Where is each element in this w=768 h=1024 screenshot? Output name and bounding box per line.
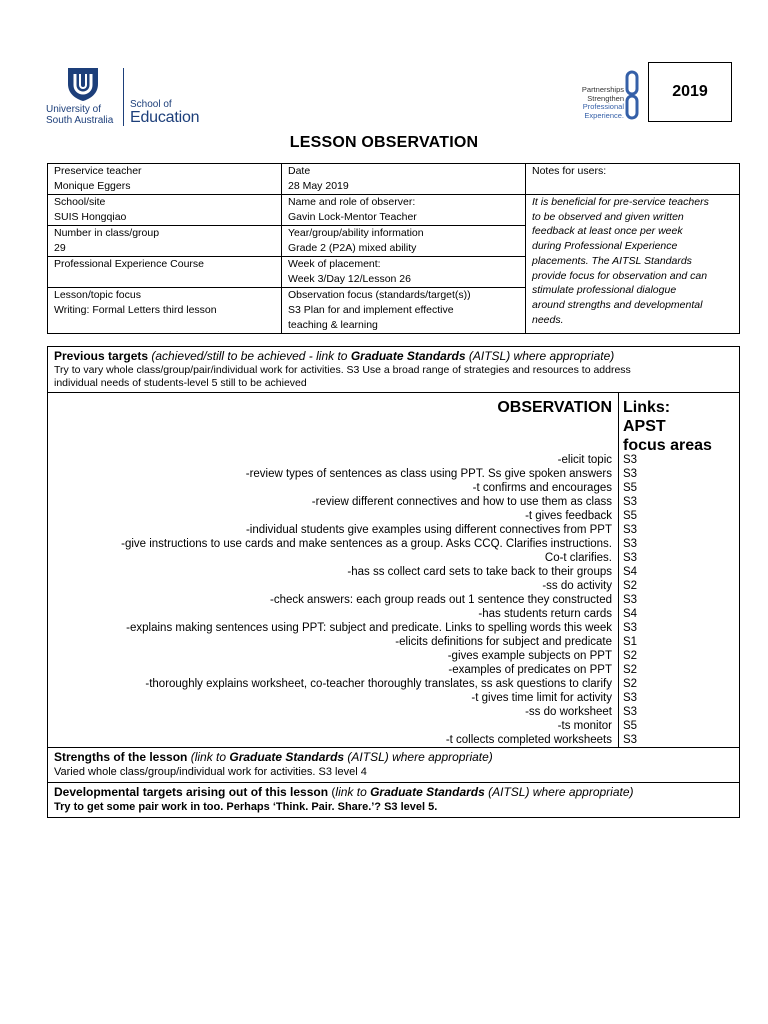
developmental-targets-heading: Developmental targets arising out of this lesson (link to Graduate Standards (AITSL) where appropriate) xyxy=(54,785,634,799)
field-label: Professional Experience Course xyxy=(54,258,204,270)
observer-cell xyxy=(282,195,526,226)
link-item: S3 xyxy=(623,552,638,564)
preservice-teacher-cell xyxy=(48,164,282,195)
partnership-logo-text: Partnerships Strengthen Professional Experience. xyxy=(581,85,624,120)
field-label: Date xyxy=(288,165,311,177)
education-label: Education xyxy=(130,109,200,126)
link-item: S3 xyxy=(623,692,638,704)
link-item: S5 xyxy=(623,482,638,494)
observation-item: -give instructions to use cards and make sentences as a group. Asks CCQ. Clarifies instructions. xyxy=(121,538,612,550)
unisa-crest-icon xyxy=(66,66,100,102)
previous-targets-cell xyxy=(48,347,740,393)
observation-item: -examples of predicates on PPT xyxy=(448,664,612,676)
field-label: Name and role of observer: xyxy=(288,196,416,208)
partnership-knot-icon xyxy=(624,70,640,122)
logo-divider xyxy=(123,68,124,126)
link-item: S3 xyxy=(623,454,638,466)
unisa-logo xyxy=(46,66,206,128)
field-label: Notes for users: xyxy=(532,165,607,177)
field-value: S3 Plan for and implement effective xyxy=(288,304,454,316)
field-value: 29 xyxy=(54,242,66,254)
field-value: Grade 2 (P2A) mixed ability xyxy=(288,242,417,254)
observation-list xyxy=(48,453,618,747)
table-row xyxy=(48,783,740,818)
observation-item: -explains making sentences using PPT: subject and predicate. Links to spelling words this week xyxy=(126,622,612,634)
observation-cell xyxy=(48,393,619,748)
table-row xyxy=(48,748,740,783)
school-site-cell xyxy=(48,195,282,226)
field-value: Gavin Lock-Mentor Teacher xyxy=(288,211,417,223)
field-label: Preservice teacher xyxy=(54,165,142,177)
observation-item: -ss do activity xyxy=(542,580,612,592)
field-value: SUIS Hongqiao xyxy=(54,211,127,223)
week-cell xyxy=(282,257,526,288)
school-of-label: School of xyxy=(130,99,172,110)
observation-item: -t gives time limit for activity xyxy=(471,692,612,704)
university-name: University of South Australia xyxy=(46,104,114,126)
notes-label-cell xyxy=(526,164,740,195)
link-item: S5 xyxy=(623,720,638,732)
previous-targets-text: Try to vary whole class/group/pair/individual work for activities. S3 Use a broad range of strategies and resources to address individual needs of students-level 5 still to be achieved xyxy=(54,364,631,389)
link-item: S3 xyxy=(623,594,638,606)
strengths-cell xyxy=(48,748,740,783)
developmental-targets-cell xyxy=(48,783,740,818)
developmental-targets-text: Try to get some pair work in too. Perhaps ‘Think. Pair. Share.’? S3 level 5. xyxy=(54,801,438,813)
field-label: Lesson/topic focus xyxy=(54,289,141,301)
field-value: teaching & learning xyxy=(288,319,378,331)
field-label: Week of placement: xyxy=(288,258,381,270)
year-group-cell xyxy=(282,226,526,257)
table-row xyxy=(48,195,740,226)
strengths-heading: Strengths of the lesson (link to Graduate Standards (AITSL) where appropriate) xyxy=(54,750,493,764)
field-label: Year/group/ability information xyxy=(288,227,424,239)
link-item: S3 xyxy=(623,538,638,550)
partnership-logo xyxy=(560,68,642,122)
field-label: School/site xyxy=(54,196,106,208)
observation-item: -ts monitor xyxy=(557,720,612,732)
observation-item: -t confirms and encourages xyxy=(472,482,612,494)
observation-item: -t gives feedback xyxy=(525,510,612,522)
link-item: S3 xyxy=(623,496,638,508)
link-item: S3 xyxy=(623,706,638,718)
observation-table xyxy=(47,346,740,818)
link-item: S2 xyxy=(623,580,638,592)
link-item: S1 xyxy=(623,636,638,648)
link-item: S3 xyxy=(623,622,638,634)
observation-item: -review different connectives and how to use them as class xyxy=(311,496,612,508)
link-item: S3 xyxy=(623,524,638,536)
observation-item: -ss do worksheet xyxy=(525,706,612,718)
field-value: Week 3/Day 12/Lesson 26 xyxy=(288,273,411,285)
link-item: S2 xyxy=(623,650,638,662)
table-row xyxy=(48,164,740,195)
observation-item: -has students return cards xyxy=(478,608,612,620)
link-item: S2 xyxy=(623,678,638,690)
field-value: Monique Eggers xyxy=(54,180,131,192)
link-item: S3 xyxy=(623,468,638,480)
strengths-text: Varied whole class/group/individual work for activities. S3 level 4 xyxy=(54,766,367,778)
observation-item: -thoroughly explains worksheet, co-teacher thoroughly translates, ss ask questions to clarify xyxy=(145,678,612,690)
table-row xyxy=(48,393,740,748)
previous-targets-heading: Previous targets (achieved/still to be achieved - link to Graduate Standards (AITSL) where appropriate) xyxy=(54,349,615,363)
link-item: S4 xyxy=(623,566,638,578)
observation-item: -elicit topic xyxy=(557,454,612,466)
page-title: LESSON OBSERVATION xyxy=(289,134,479,151)
field-value: 28 May 2019 xyxy=(288,180,349,192)
observation-item: -has ss collect card sets to take back to their groups xyxy=(347,566,612,578)
link-item: S5 xyxy=(623,510,638,522)
field-label: Observation focus (standards/target(s)) xyxy=(288,289,471,301)
observation-item: -check answers: each group reads out 1 sentence they constructed xyxy=(269,594,612,606)
observation-item: -gives example subjects on PPT xyxy=(447,650,612,662)
link-item: S4 xyxy=(623,608,638,620)
lesson-focus-cell xyxy=(48,288,282,334)
table-row xyxy=(48,347,740,393)
observation-heading: OBSERVATION xyxy=(497,399,612,416)
links-list xyxy=(623,453,735,747)
info-table xyxy=(47,163,740,334)
observation-item: -elicits definitions for subject and predicate xyxy=(395,636,612,648)
field-label: Number in class/group xyxy=(54,227,160,239)
link-item: S3 xyxy=(623,734,638,746)
year-box: 2019 xyxy=(648,62,732,122)
observation-focus-cell xyxy=(282,288,526,334)
observation-item: -individual students give examples using different connectives from PPT xyxy=(245,524,612,536)
links-cell xyxy=(619,393,740,748)
class-number-cell xyxy=(48,226,282,257)
course-cell xyxy=(48,257,282,288)
observation-item: Co-t clarifies. xyxy=(544,552,612,564)
date-cell xyxy=(282,164,526,195)
link-item: S2 xyxy=(623,664,638,676)
observation-item: -t collects completed worksheets xyxy=(445,734,612,746)
observation-item: -review types of sentences as class using PPT. Ss give spoken answers xyxy=(245,468,612,480)
notes-text-cell: It is beneficial for pre-service teachers to be observed and given written feedback at least once per week during Professional Experience placements. The AITSL Standards provide focus for observation and can stimulate professional dialogue around strengths and developmental needs. xyxy=(526,195,740,334)
links-heading: Links: APST focus areas xyxy=(623,399,712,454)
field-value: Writing: Formal Letters third lesson xyxy=(54,304,217,316)
